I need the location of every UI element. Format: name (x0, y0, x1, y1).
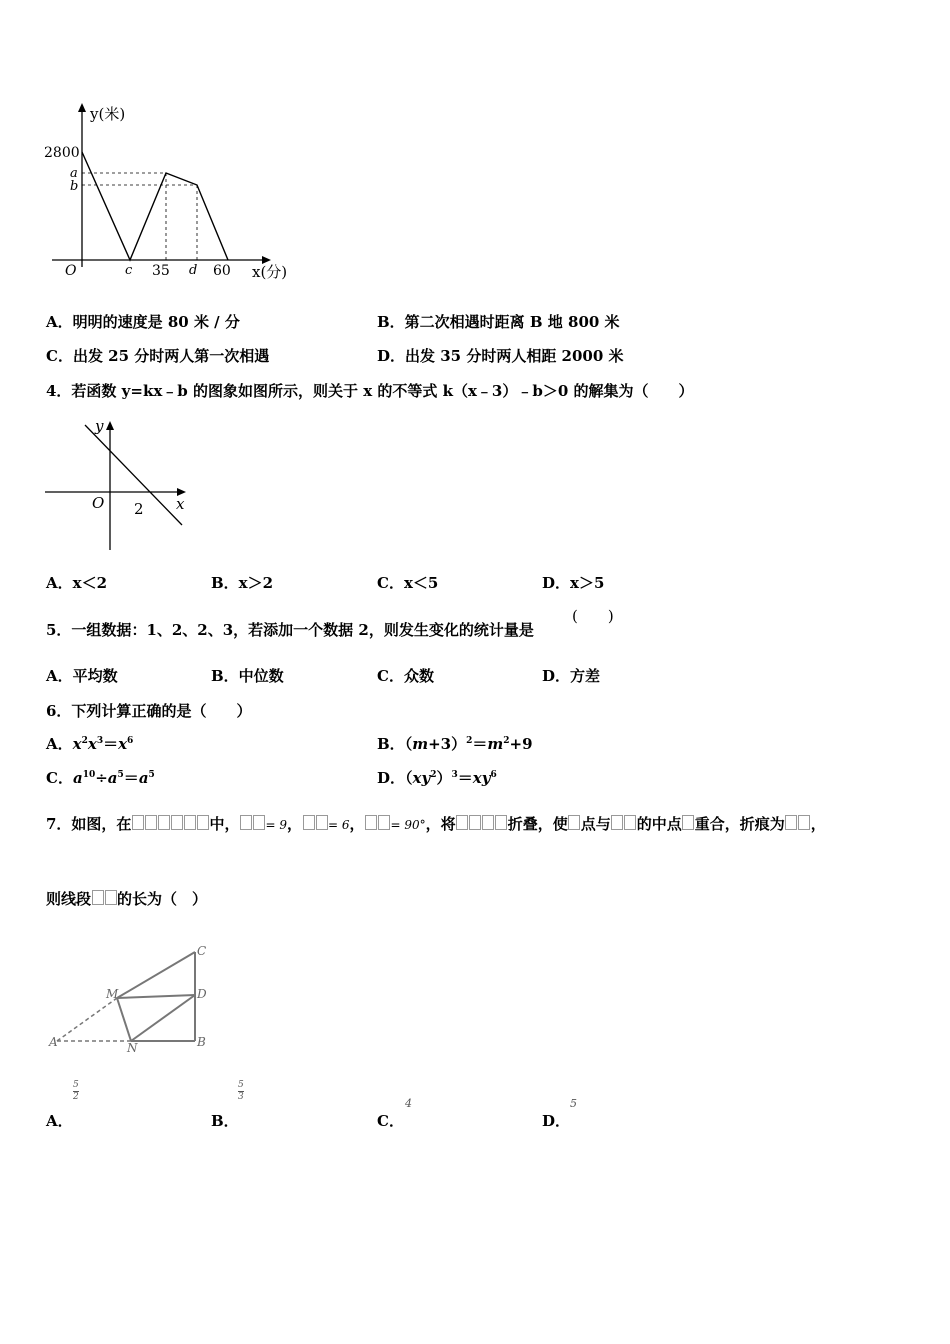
q7-segment-md (117, 995, 195, 998)
q3-tick-origin: O (65, 263, 77, 279)
q3-tick-60: 60 (213, 263, 231, 279)
q3-tick-2800: 2800 (44, 145, 80, 161)
q3-tick-b: b (70, 179, 79, 194)
q7-stem-line1: 7．如图，在 中， = 9， = 6， = 90°，将 折叠，使 点与 的中点 重合，折痕为 ， (46, 815, 826, 833)
q4-option-c: C．x＜5 (377, 574, 439, 592)
q7-option-c-value: 4 (405, 1097, 412, 1110)
q7-label-d: D (197, 987, 207, 1001)
q7-label-b: B (197, 1035, 206, 1049)
q6-option-a-label: A． (46, 735, 73, 753)
q6-option-a: A．$x^2x^3=x^6$ (46, 735, 134, 753)
q4-stem: 4．若函数 y=kx﹣b 的图象如图所示，则关于 x 的不等式 k（x﹣3）﹣b＞0 的解集为（ ） (46, 382, 694, 400)
q7-option-b-fraction: 5 3 (238, 1080, 244, 1102)
q3-tick-35: 35 (152, 263, 170, 279)
q5-option-d: D．方差 (542, 667, 601, 685)
q7-option-a-fraction: 5 2 (73, 1080, 79, 1102)
q7-label-a: A (49, 1035, 58, 1049)
q7-missing-symbol (131, 815, 209, 833)
q3-y-label: y(米) (90, 105, 126, 123)
q4-label-x: x (176, 495, 185, 513)
q3-y-arrow (78, 103, 86, 112)
q6-option-d: D．$(xy^2)^3=xy^6$ (377, 769, 497, 787)
q5-option-a: A．平均数 (46, 667, 118, 685)
q3-option-d: D．出发 35 分时两人相距 2000 米 (377, 347, 624, 365)
q6-option-b-label: B． (377, 735, 405, 753)
q7-option-c-label: C． (377, 1112, 404, 1130)
q5-option-b: B．中位数 (211, 667, 284, 685)
q7-option-d-value: 5 (570, 1097, 577, 1110)
q4-option-d: D．x＞5 (542, 574, 605, 592)
q4-option-b: B．x＞2 (211, 574, 274, 592)
q4-label-y: y (95, 417, 104, 435)
q5-stem: 5．一组数据：1、2、2、3，若添加一个数据 2，则发生变化的统计量是 (46, 621, 534, 639)
q7-dashed-am (57, 998, 117, 1041)
q4-option-a: A．x＜2 (46, 574, 108, 592)
q6-option-c-label: C． (46, 769, 73, 787)
q7-side-cm (117, 952, 195, 998)
q3-option-b: B．第二次相遇时距离 B 地 800 米 (377, 313, 620, 331)
q5-option-c: C．众数 (377, 667, 434, 685)
q7-eq-1: = 9 (265, 818, 287, 832)
q4-label-two: 2 (134, 500, 144, 518)
q3-option-c: C．出发 25 分时两人第一次相遇 (46, 347, 270, 365)
q3-graph-line (82, 152, 228, 260)
q7-stem-line2: 则线段 的长为（ ） (46, 890, 208, 908)
q6-option-d-label: D． (377, 769, 406, 787)
q7-triangle-figure (45, 940, 220, 1055)
q4-y-arrow (106, 421, 114, 430)
q7-label-m: M (106, 987, 119, 1001)
q7-fold-mn (117, 998, 131, 1041)
q5-answer-paren: ( ) (572, 607, 614, 625)
q7-label-n: N (127, 1041, 138, 1055)
q3-tick-a: a (70, 166, 78, 181)
q3-x-label: x(分) (252, 263, 288, 281)
q3-tick-c: c (125, 263, 133, 278)
q7-eq-3: = 90° (390, 818, 426, 832)
q7-label-c: C (197, 944, 207, 958)
q7-option-d-label: D． (542, 1112, 571, 1130)
q3-option-a: A．明明的速度是 80 米 / 分 (46, 313, 240, 331)
q4-label-origin: O (92, 494, 105, 512)
q6-option-b: B．$(m+3)^2=m^2+9$ (377, 735, 533, 753)
q4-linear-graph (40, 413, 200, 553)
q3-tick-d: d (189, 263, 198, 278)
q3-distance-time-graph (40, 95, 310, 290)
q6-stem: 6．下列计算正确的是（ ） (46, 702, 252, 720)
q7-segment-nd (131, 995, 195, 1041)
q7-option-a-label: A． (46, 1112, 73, 1130)
q7-eq-2: = 6 (328, 818, 350, 832)
q7-option-b-label: B． (211, 1112, 239, 1130)
q6-option-c: C．$a^{10}\div a^5=a^5$ (46, 769, 155, 787)
